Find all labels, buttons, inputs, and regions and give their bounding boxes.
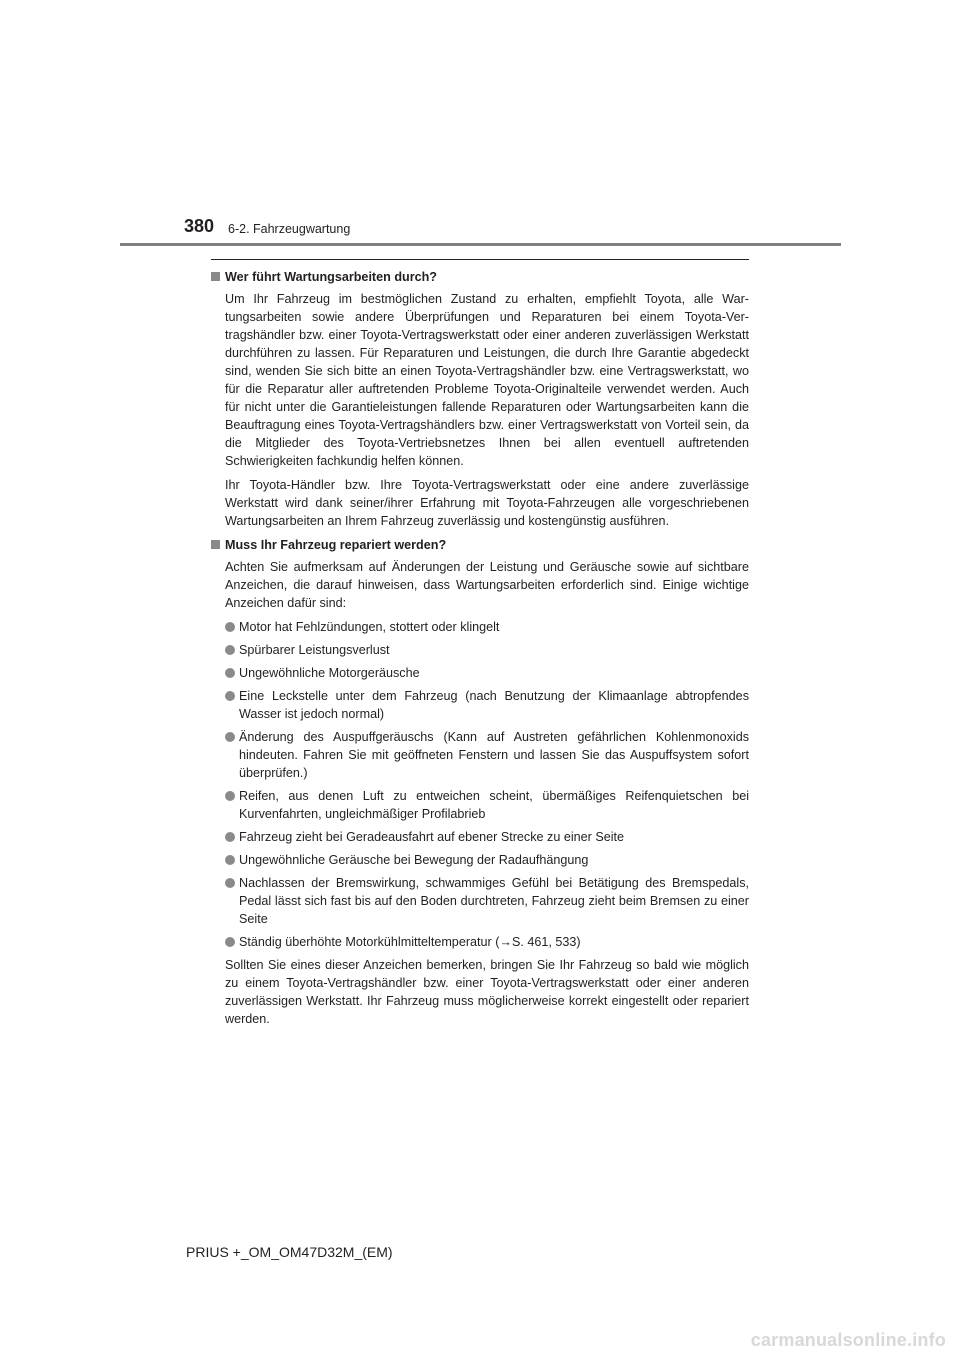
list-item-text: Ungewöhnliche Geräusche bei Bewegung der Radaufhängung	[239, 853, 589, 867]
list-item-text: Reifen, aus denen Luft zu entweichen scheint, übermäßiges Reifenquietschen bei Kurvenfahrten, ungleichmäßiger Profilabrieb	[239, 789, 749, 821]
list-item-text: Ständig überhöhte Motorkühlmitteltemperatur (→S. 461, 533)	[239, 935, 581, 949]
heading-text: Wer führt Wartungsarbeiten durch?	[225, 270, 438, 284]
circle-bullet-icon	[225, 732, 235, 742]
paragraph: Um Ihr Fahrzeug im bestmöglichen Zustand zu erhalten, empfiehlt Toyota, alle Wartungsarbeiten sowie andere Überprüfungen und Reparaturen bei einem Toyota-Vertragshändler bzw. einer Toyota-Vertragswerkstatt oder einer anderen zuverlässigen Werkstatt durchführen zu lassen. Für Reparaturen und Leistungen, die durch Ihre Garantie abgedeckt sind, wenden Sie sich bitte an einen Toyota-Vertragshändler bzw. eine Vertragswerkstatt, wo für die Reparatur aller auftretenden Probleme Toyota-Originalteile verwendet werden. Auch für nicht unter die Garantieleistungen fallende Reparaturen oder Wartungsarbeiten kann die Beauftragung eines Toyota-Vertragshändlers bzw. einer Vertragswerkstatt von Vorteil sein, da die Mitglieder des Toyota-Vertriebsnetzes Ihnen bei allen eventuell auftretenden Schwierigkeiten fachkundig helfen können.	[225, 292, 749, 468]
list-item	[211, 687, 749, 723]
paragraph-closing: Sollten Sie eines dieser Anzeichen bemerken, bringen Sie Ihr Fahrzeug so bald wie möglich zu einem Toyota-Vertragshändler bzw. einer Toyota-Vertragswerkstatt oder einer anderen zuverlässigen Werkstatt. Ihr Fahrzeug muss möglicherweise korrekt eingestellt oder repariert werden.	[225, 958, 749, 1026]
list-item-text: Eine Leckstelle unter dem Fahrzeug (nach Benutzung der Klimaanlage abtropfendes Wasser ist jedoch normal)	[239, 689, 749, 721]
list-item-text: Motor hat Fehlzündungen, stottert oder klingelt	[239, 620, 500, 634]
circle-bullet-icon	[225, 878, 235, 888]
list-item	[211, 787, 749, 823]
heading-text: Muss Ihr Fahrzeug repariert werden?	[225, 538, 447, 552]
circle-bullet-icon	[225, 691, 235, 701]
list-item	[211, 618, 749, 636]
circle-bullet-icon	[225, 622, 235, 632]
section-heading-repair	[211, 536, 749, 554]
document-code: PRIUS +_OM_OM47D32M_(EM)	[186, 1244, 393, 1260]
list-item	[211, 664, 749, 682]
list-item-text: Fahrzeug zieht bei Geradeausfahrt auf ebener Strecke zu einer Seite	[239, 830, 625, 844]
section-rule	[211, 259, 749, 260]
list-item	[211, 828, 749, 846]
circle-bullet-icon	[225, 832, 235, 842]
list-item	[211, 874, 749, 928]
square-bullet-icon	[211, 272, 220, 281]
paragraph-intro: Achten Sie aufmerksam auf Änderungen der Leistung und Geräusche sowie auf sichtbare Anzeichen, die darauf hinweisen, dass Wartungsarbeiten erforderlich sind. Einige wichtige Anzeichen dafür sind:	[225, 560, 749, 610]
watermark: carmanualsonline.info	[750, 1330, 946, 1350]
list-item	[211, 728, 749, 782]
circle-bullet-icon	[225, 855, 235, 865]
content	[211, 268, 749, 1034]
list-item	[211, 933, 749, 951]
section-heading-maintenance	[211, 268, 749, 286]
circle-bullet-icon	[225, 668, 235, 678]
list-item-text: Änderung des Auspuffgeräuschs (Kann auf Austreten gefährlichen Kohlenmonoxids hindeuten. Fahren Sie mit geöffneten Fenstern und lassen Sie das Auspuffsystem sofort überprüfen.)	[239, 730, 749, 780]
page-number: 380	[184, 216, 215, 236]
header-rule	[120, 243, 841, 246]
section-title: 6-2. Fahrzeugwartung	[228, 222, 351, 236]
list-item	[211, 851, 749, 869]
list-item	[211, 641, 749, 659]
list-item-text: Ungewöhnliche Motorgeräusche	[239, 666, 420, 680]
circle-bullet-icon	[225, 791, 235, 801]
list-item-text: Spürbarer Leistungsverlust	[239, 643, 390, 657]
list-item-text: Nachlassen der Bremswirkung, schwammiges Gefühl bei Betätigung des Bremspedals, Pedal lässt sich fast bis auf den Boden durchtreten, Fahrzeug zieht beim Bremsen zu einer Seite	[239, 876, 749, 926]
paragraph: Ihr Toyota-Händler bzw. Ihre Toyota-Vertragswerkstatt oder eine andere zuverlässige Werkstatt wird dank seiner/ihrer Erfahrung mit Toyota-Fahrzeugen alle vorgeschriebenen Wartungsarbeiten an Ihrem Fahrzeug zuverlässig und kostengünstig ausführen.	[225, 478, 749, 528]
circle-bullet-icon	[225, 645, 235, 655]
square-bullet-icon	[211, 540, 220, 549]
circle-bullet-icon	[225, 937, 235, 947]
